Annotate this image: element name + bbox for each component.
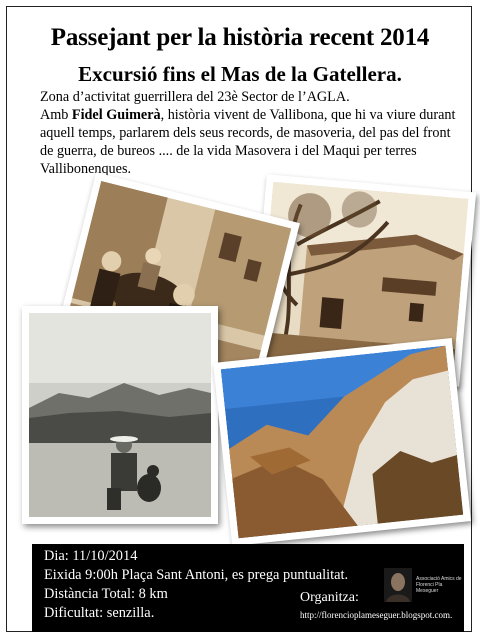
guide-name: Fidel Guimerà	[71, 107, 161, 123]
mountain-photo	[213, 338, 471, 546]
intro-rest: , història vivent de Vallibona, que hi va viure durant aquell temps, parlarem dels seus records, de masoveria, del pas del front de guerra, de bureos .... de la vida Masovera i del Maqui per terres Vallibonenques.	[40, 107, 456, 177]
intro-amb: Amb	[40, 107, 72, 123]
association-name: Associació Amics de Florenci Pla Meseguer	[416, 576, 462, 594]
departure-line: Eixida 9:00h Plaça Sant Antoni, es prega puntualitat.	[44, 567, 349, 583]
intro-paragraph	[40, 106, 460, 178]
intro-line: Zona d’activitat guerrillera del 23è Sector de l’AGLA.	[40, 89, 350, 105]
blog-link[interactable]: http://florencioplameseguer.blogspot.com.	[300, 610, 453, 620]
organizer-portrait	[384, 568, 412, 602]
distance-line: Distància Total: 8 km	[44, 586, 168, 602]
poster-title: Passejant per la història recent 2014	[50, 24, 430, 51]
mountain-image	[221, 346, 464, 539]
details-box	[32, 544, 464, 632]
poster-subtitle: Excursió fins el Mas de la Gatellera.	[78, 62, 402, 86]
man-with-dog-photo	[22, 306, 218, 524]
intro-text	[40, 88, 460, 178]
organizer-label: Organitza:	[300, 590, 359, 605]
man-with-dog-image	[29, 313, 211, 517]
portrait-image	[384, 568, 412, 602]
difficulty-line: Dificultat: senzilla.	[44, 605, 155, 621]
date-line: Dia: 11/10/2014	[44, 548, 138, 564]
